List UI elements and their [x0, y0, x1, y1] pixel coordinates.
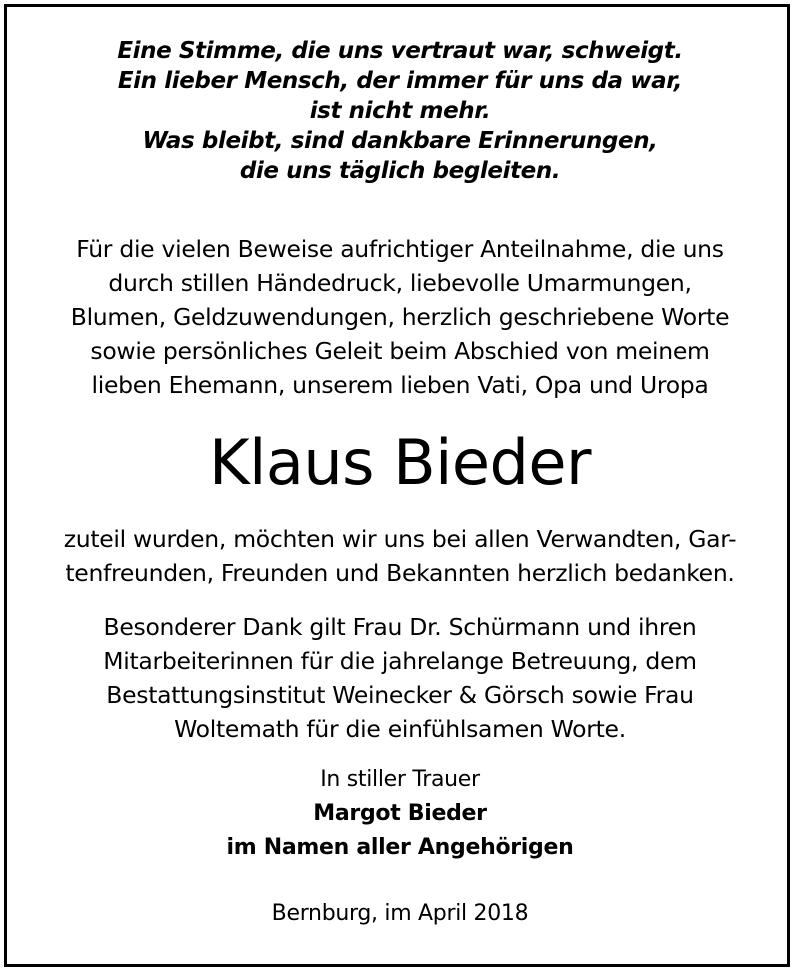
thanks-paragraph — [0, 522, 800, 590]
poem-line: Eine Stimme, die uns vertraut war, schweigt. — [117, 38, 683, 64]
memorial-poem — [0, 36, 800, 186]
intro-line: Für die vielen Beweise aufrichtiger Anteilnahme, die uns — [76, 235, 724, 263]
intro-paragraph — [0, 232, 800, 402]
mourning-line: In stiller Trauer — [320, 767, 480, 792]
special-thanks-line: Bestattungsinstitut Weinecker & Görsch sowie Frau — [106, 681, 694, 709]
signer-name: Margot Bieder — [313, 801, 487, 826]
poem-line: Was bleibt, sind dankbare Erinnerungen, — [142, 128, 658, 154]
place-date: Bernburg, im April 2018 — [271, 901, 529, 926]
thanks-line: zuteil wurden, möchten wir uns bei allen Verwandten, Gar- — [63, 525, 737, 553]
on-behalf-line: im Namen aller Angehörigen — [226, 835, 574, 860]
poem-line: die uns täglich begleiten. — [239, 158, 561, 184]
intro-line: sowie persönliches Geleit beim Abschied von meinem — [90, 337, 710, 365]
deceased-name: Klaus Bieder — [208, 426, 592, 499]
special-thanks-line: Mitarbeiterinnen für die jahrelange Betreuung, dem — [103, 647, 697, 675]
thanks-line: tenfreunden, Freunden und Bekannten herzlich bedanken. — [65, 559, 735, 587]
special-thanks-line: Woltemath für die einfühlsamen Worte. — [174, 715, 626, 743]
intro-line: durch stillen Händedruck, liebevolle Umarmungen, — [108, 269, 692, 297]
intro-line: lieben Ehemann, unserem lieben Vati, Opa und Uropa — [91, 371, 709, 399]
signature-block — [0, 763, 800, 865]
special-thanks-line: Besonderer Dank gilt Frau Dr. Schürmann und ihren — [103, 613, 697, 641]
intro-line: Blumen, Geldzuwendungen, herzlich geschriebene Worte — [70, 303, 730, 331]
poem-line: Ein lieber Mensch, der immer für uns da war, — [117, 68, 683, 94]
poem-line: ist nicht mehr. — [309, 98, 491, 124]
special-thanks-paragraph — [0, 610, 800, 746]
